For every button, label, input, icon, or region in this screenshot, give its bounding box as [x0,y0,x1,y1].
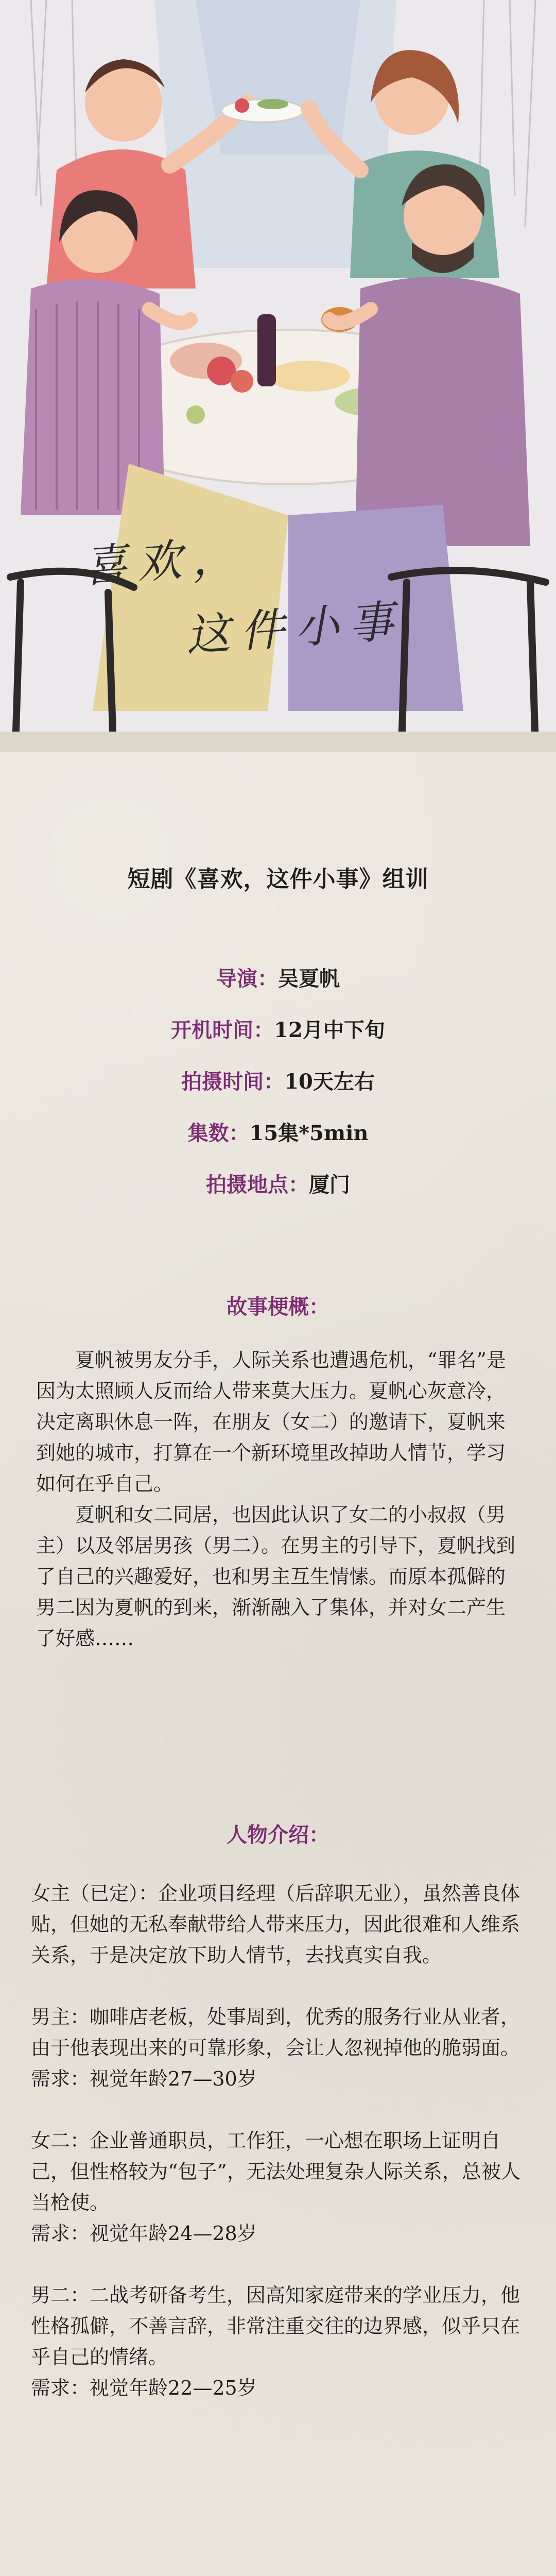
spacer [31,2094,525,2125]
character-desc-female-second: 女二：企业普通职员，工作狂，一心想在职场上证明自己，但性格较为“包子”，无法处理复杂人际关系，总被人当枪使。 [31,2129,520,2214]
info-label: 导演： [216,967,278,991]
info-value: 吴夏帆 [278,967,340,991]
characters-heading: 人物介绍： [227,1823,329,1847]
character-desc-female-lead: 女主（已定）：企业项目经理（后辞职无业），虽然善良体贴，但她的无私奉献带给人带来压力，因此很难和人维系关系，于是决定放下助人情节，去找真实自我。 [31,1882,520,1967]
character-desc-male-second: 男二：二战考研备考生，因高知家庭带来的学业压力，他性格孤僻，不善言辞，非常注重交往的边界感，似乎只在乎自己的情绪。 [31,2284,520,2368]
story-heading: 故事梗概： [227,1295,329,1319]
info-row-shooting-time [0,1056,556,1108]
info-label: 集数： [187,1121,250,1145]
hero-title-line2: 这件小事 [184,595,406,662]
info-label: 拍摄时间： [181,1070,285,1094]
info-value: 15集*5min [249,1121,369,1145]
hero-title-line1: 喜欢， [81,530,248,593]
info-row-location [0,1159,556,1211]
character-need-male-second: 需求：视觉年龄22—25岁 [31,2377,257,2399]
story-paragraph: 夏帆和女二同居，也因此认识了女二的小叔叔（男主）以及邻居男孩（男二）。在男主的引导下，夏帆找到了自己的兴趣爱好，也和男主互生情愫。而原本孤僻的男二因为夏帆的到来，渐渐融入了集体，并对女二产生了好感…… [36,1503,516,1650]
info-value: 10天左右 [284,1070,375,1094]
story-synopsis [36,1345,520,1654]
info-row-start-time [0,1005,556,1056]
production-info [0,953,556,1211]
info-label: 开机时间： [171,1018,274,1042]
info-label: 拍摄地点： [206,1173,309,1197]
main-title: 短剧《喜欢，这件小事》组训 [127,866,429,892]
info-value: 厦门 [309,1173,350,1197]
info-row-episodes [0,1108,556,1159]
dinner-scene-illustration [0,0,556,752]
character-desc-male-lead: 男主：咖啡店老板，处事周到，优秀的服务行业从业者，由于他表现出来的可靠形象，会让人忽视掉他的脆弱面。 [31,2006,520,2059]
spacer [31,2249,525,2280]
hero-illustration [0,0,556,752]
story-paragraph: 夏帆被男友分手，人际关系也遭遇危机，“罪名”是因为太照顾人反而给人带来莫大压力。夏帆心灰意冷，决定离职休息一阵，在朋友（女二）的邀请下，夏帆来到她的城市，打算在一个新环境里改掉助人情节，学习如何在乎自己。 [36,1349,506,1495]
character-need-male-lead: 需求：视觉年龄27—30岁 [31,2067,257,2090]
character-list [31,1878,525,2403]
spacer [31,1971,525,2002]
info-row-director [0,953,556,1005]
character-need-female-second: 需求：视觉年龄24—28岁 [31,2222,257,2245]
info-value: 12月中下旬 [274,1018,385,1042]
